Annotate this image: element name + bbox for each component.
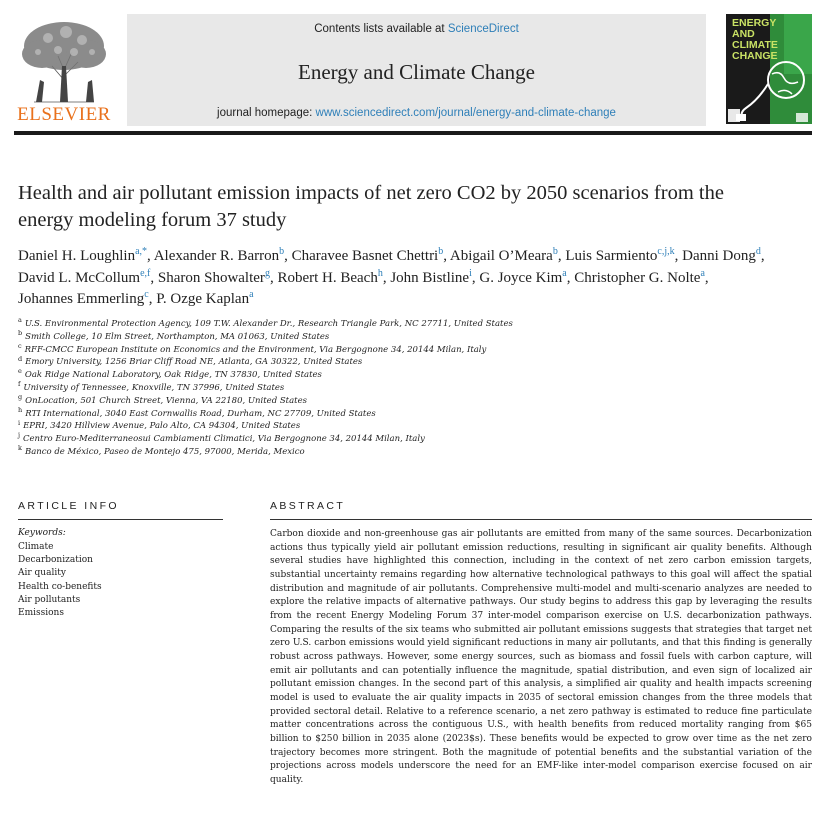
author[interactable]	[277, 267, 383, 286]
author-name[interactable]: Charavee Basnet Chettri	[291, 248, 439, 264]
keyword-item: Climate	[18, 542, 54, 552]
author[interactable]	[450, 248, 558, 264]
affiliation-marker[interactable]: i	[469, 267, 472, 279]
journal-name[interactable]: Energy and Climate Change	[298, 60, 535, 84]
abstract-divider	[270, 519, 812, 520]
author[interactable]	[479, 267, 567, 286]
affiliation	[18, 433, 808, 446]
keyword-list	[18, 541, 102, 620]
affiliation-list	[18, 318, 808, 459]
affiliation-key: h	[18, 405, 23, 414]
sciencedirect-link[interactable]: ScienceDirect	[447, 23, 519, 35]
author-name[interactable]: Alexander R. Barron	[153, 248, 280, 264]
keyword-item: Emissions	[18, 608, 64, 619]
author-name[interactable]: Luis Sarmiento	[565, 248, 658, 264]
affiliation-text: U.S. Environmental Protection Agency, 109 T.W. Alexander Dr., Research Triangle Park, NC 27711, United States	[24, 319, 513, 329]
author-name[interactable]: G. Joyce Kim	[479, 269, 563, 286]
affiliation-text: Banco de México, Paseo de Montejo 475, 97000, Merida, Mexico	[24, 446, 305, 457]
author[interactable]	[18, 248, 147, 264]
author-name[interactable]: John Bistline	[390, 269, 470, 286]
author[interactable]	[157, 267, 270, 286]
affiliation	[18, 369, 808, 382]
affiliation-key: c	[18, 341, 22, 350]
affiliation-marker[interactable]: a,*	[135, 246, 148, 257]
keyword-item: Decarbonization	[18, 555, 93, 566]
contents-prefix: Contents lists available at	[314, 23, 448, 35]
homepage-prefix: journal homepage:	[217, 107, 316, 119]
affiliation-text: Centro Euro-Mediterraneosui Cambiamenti Climatici, Via Bergognone 34, 20144 Milan, Italy	[23, 434, 425, 445]
journal-cover[interactable]	[726, 14, 812, 124]
abstract-text: Carbon dioxide and non-greenhouse gas air pollutants are emitted from many of the same sources. Decarbonization actions thus typically yield air pollutant emission reductions, resulting in significant air quality benefits. Although several studies have highlighted this connection, including in the context of net zero carbon emission targets, substantial uncertainty remains regarding how alternative technological pathways to this goal will affect the spatial distribution and magnitude of air pollutants. Comprehensive multi-model and multi-scenario analyzes are needed to explore the relative impacts of alternative pathways. Our study begins to address this gap by leveraging the results from the recent Energy Modeling Forum 37 inter-model comparison exercise on U.S. decarbonization pathways. Comparing the results of the six teams who submitted air pollutant emissions suggests that strategies that target net zero U.S. carbon emissions would yield significant reductions in many air pollutants, and that this finding is generally robust across pathways. However, some energy sources, such as biomass and fossil fuels with carbon capture, will emit air pollutants and can potentially influence the magnitude, spatial distribution, and even sign of localized air pollutant emission changes. In the second part of this analysis, a simplified air quality and health impacts screening model is used to evaluate the air quality impacts in 2035 of sectoral emission changes from the three models that provided sectoral detail. Relative to a reference scenario, a net zero pathway is estimated to reduce fine particulate matter concentrations across the contiguous U.S., with health benefits from reduced mortality ranging from $65 billion to $250 billion in 2035 alone (2023$s). These benefits would be expected to grow over time as the net zero trajectory becomes more stringent. Both the magnitude of potential benefits and the substantial variation of the projections across models underscore the need for an EMF-like inter-model comparison exercise focused on air quality.	[270, 529, 812, 785]
article-info-heading: ARTICLE INFO	[18, 500, 119, 512]
affiliation	[18, 446, 808, 459]
affiliation	[18, 318, 808, 331]
author-name[interactable]: P. Ozge Kaplan	[156, 291, 250, 307]
author[interactable]	[682, 248, 761, 264]
author[interactable]	[565, 248, 674, 264]
affiliation-text: OnLocation, 501 Church Street, Vienna, VA 22180, United States	[25, 395, 307, 406]
affiliation-key: a	[18, 316, 22, 325]
affiliation-text: Emory University, 1256 Briar Cliff Road NE, Atlanta, GA 30322, United States	[25, 357, 363, 368]
affiliation-marker[interactable]: a	[562, 267, 567, 279]
journal-banner	[127, 14, 706, 126]
affiliation-marker[interactable]: b	[438, 246, 444, 257]
author[interactable]	[18, 291, 149, 307]
affiliation-key: j	[18, 431, 21, 440]
affiliation-text: Oak Ridge National Laboratory, Oak Ridge, TN 37830, United States	[24, 370, 322, 381]
affiliation-key: e	[18, 367, 22, 376]
affiliation-text: EPRI, 3420 Hillview Avenue, Palo Alto, CA 94304, United States	[23, 421, 301, 432]
keyword-item: Health co-benefits	[18, 581, 102, 592]
author[interactable]	[156, 291, 253, 307]
affiliation-key: d	[18, 354, 23, 363]
author-name[interactable]: Danni Dong	[682, 248, 756, 264]
keyword-item: Air quality	[18, 568, 66, 579]
author[interactable]	[390, 267, 472, 286]
author-name[interactable]: Abigail O’Meara	[449, 248, 553, 264]
author-name[interactable]: David L. McCollum	[18, 269, 141, 286]
publisher-name: ELSEVIER	[17, 104, 111, 125]
article-title: Health and air pollutant emission impacts of net zero CO2 by 2050 scenarios from the energy modeling forum 37 study	[18, 182, 724, 231]
affiliation-text: University of Tennessee, Knoxville, TN 37996, United States	[23, 382, 285, 393]
keyword-item: Air pollutants	[18, 594, 81, 605]
keywords-label: Keywords:	[18, 528, 66, 538]
affiliation-marker[interactable]: e,f	[140, 267, 151, 279]
author-list: Daniel H. Loughlin$^{a,*}$, Alexander R. Barron$^b$, Charavee Basnet Chettri$^b$, Abigail O’Meara$^b$, Luis Sarmiento$^{c,j,k}$, Danni Dong$^d$, David L. McCollum$^{e,f}$, Sharon Showalter$^g$, Robert H. Beach$^h$, John Bistline$^i$, G. Joyce Kim$^a$, Christopher G. Nolte$^a$, Johannes Emmerling$^c$, P. Ozge Kaplan$^a$	[18, 246, 765, 307]
affiliation	[18, 420, 808, 433]
affiliation	[18, 356, 808, 369]
cover-title: ENERGY AND CLIMATE CHANGE	[732, 17, 778, 62]
affiliation-key: k	[18, 444, 22, 453]
affiliation-marker[interactable]: b	[279, 246, 285, 257]
affiliation	[18, 405, 808, 421]
author-name[interactable]: Johannes Emmerling	[18, 291, 145, 307]
affiliation	[18, 392, 808, 408]
affiliation-text: RFF-CMCC European Institute on Economics and the Environment, Via Bergognone 34, 20144 Milan, Italy	[24, 344, 487, 355]
header-divider	[14, 131, 812, 135]
author[interactable]	[154, 248, 284, 264]
contents-line	[127, 23, 706, 35]
author-name[interactable]: Robert H. Beach	[277, 269, 378, 286]
affiliation-marker[interactable]: c,j,k	[657, 246, 675, 257]
affiliation-marker[interactable]: b	[552, 246, 558, 257]
abstract-heading: ABSTRACT	[270, 500, 346, 512]
author[interactable]	[18, 267, 151, 286]
affiliation	[18, 341, 808, 357]
homepage-line	[127, 107, 706, 119]
affiliation	[18, 382, 808, 395]
affiliation-key: b	[18, 328, 23, 337]
affiliation	[18, 328, 808, 344]
affiliation-key: g	[18, 392, 23, 401]
affiliation-marker[interactable]: c	[144, 289, 149, 300]
affiliation-marker[interactable]: a	[249, 289, 254, 300]
affiliation-marker[interactable]: h	[377, 267, 383, 279]
journal-homepage-link[interactable]: www.sciencedirect.com/journal/energy-and-climate-change	[315, 107, 616, 119]
affiliation-key: f	[18, 380, 21, 389]
affiliation-key: i	[18, 418, 21, 427]
affiliation-marker[interactable]: g	[264, 267, 270, 279]
author-name[interactable]: Christopher G. Nolte	[574, 269, 701, 286]
author[interactable]	[574, 267, 705, 286]
affiliation-marker[interactable]: a	[700, 267, 705, 279]
author-name[interactable]: Sharon Showalter	[157, 269, 265, 286]
affiliation-marker[interactable]: d	[755, 246, 761, 257]
author-name[interactable]: Daniel H. Loughlin	[18, 248, 136, 264]
author[interactable]	[292, 248, 444, 264]
article-info-divider	[18, 519, 223, 520]
journal-header	[0, 0, 826, 140]
affiliation-text: RTI International, 3040 East Cornwallis Road, Durham, NC 27709, United States	[25, 408, 376, 419]
affiliation-text: Smith College, 10 Elm Street, Northampton, MA 01063, United States	[25, 331, 330, 342]
